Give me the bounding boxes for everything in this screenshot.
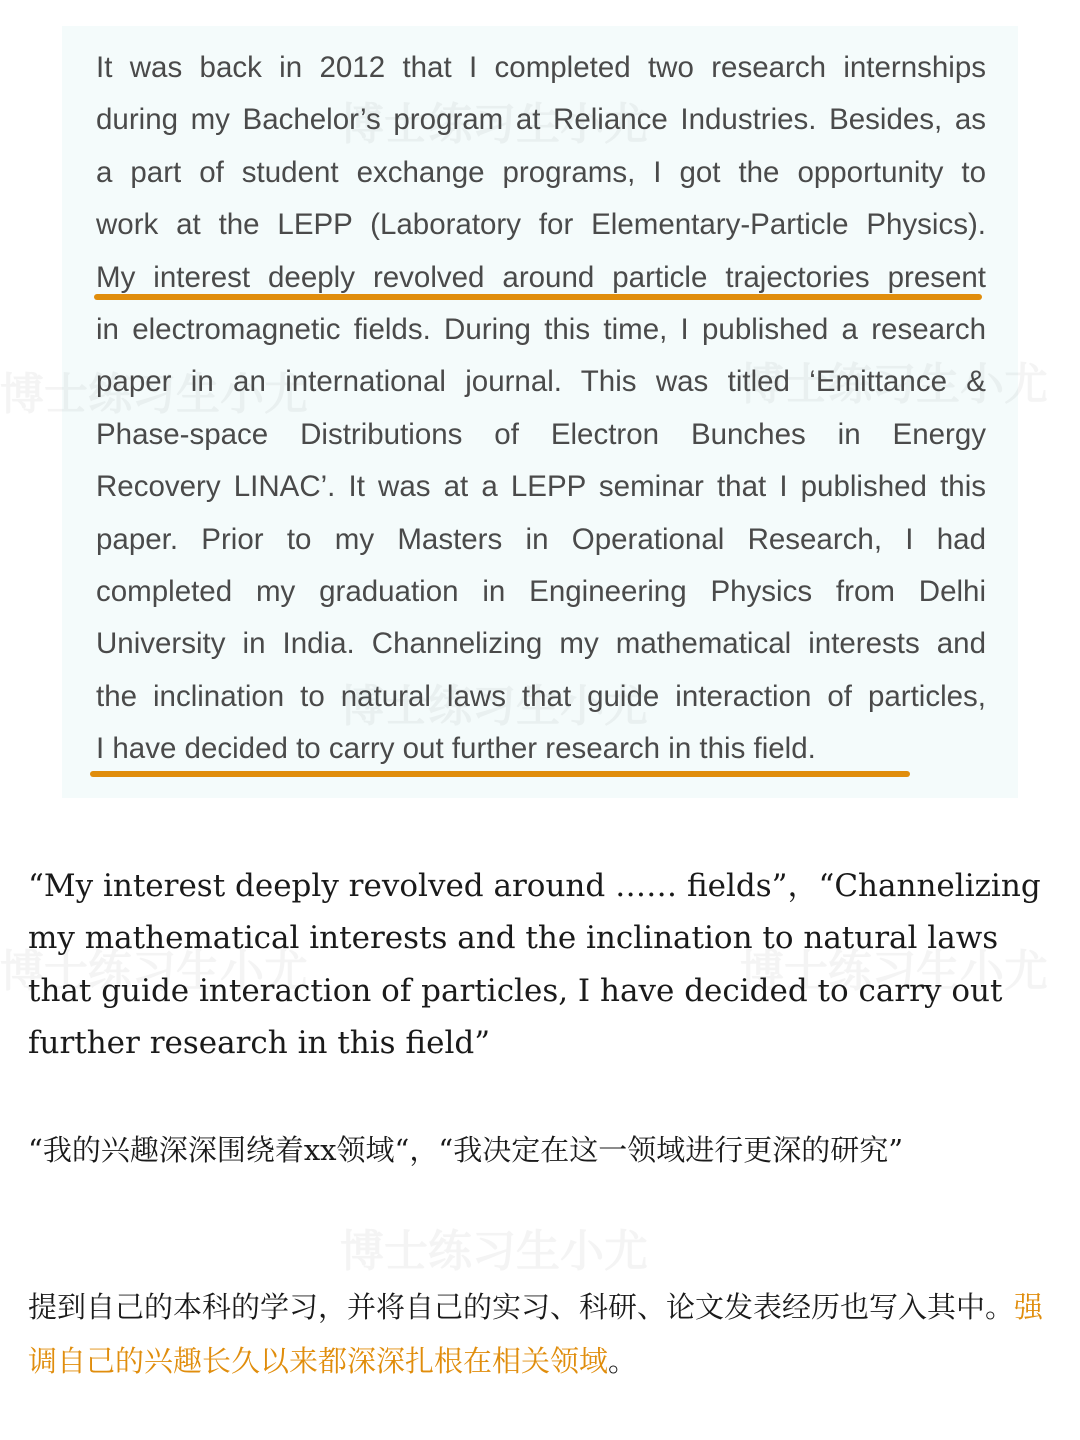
english-quotes: “My interest deeply revolved around …… fields”，“Channelizing my mathematical interests and the inclination to natural laws that guide interaction of particles, I have decided to carry out further research in this field” [28,868,1041,1062]
excerpt-line: completed my graduation in Engineering Physics from Delhi [96,575,986,609]
excerpt-line: I have decided to carry out further research in this field. [96,732,816,766]
summary-text: 提到自己的本科的学习，并将自己的实习、科研、论文发表经历也写入其中。 [28,1290,1015,1324]
excerpt-line: paper. Prior to my Masters in Operational Research, I had [96,522,986,556]
summary-end: 。 [608,1344,638,1378]
excerpt-line: My interest deeply revolved around particle trajectories present [96,260,986,294]
excerpt-line: work at the LEPP (Laboratory for Elementary-Particle Physics). [96,208,986,242]
watermark [340,1215,648,1279]
excerpt-line: during my Bachelor’s program at Reliance Industries. Besides, as [96,103,986,137]
summary-highlight: 强调自己的兴趣长久以来都深深扎根在相关领域 [28,1290,1044,1378]
chinese-quotes: “我的兴趣深深围绕着xx领域“，“我决定在这一领域进行更深的研究” [28,1133,904,1167]
excerpt-line: a part of student exchange programs, I got the opportunity to [96,155,986,189]
highlight-underline [94,294,982,300]
excerpt-line: University in India. Channelizing my mathematical interests and [96,627,986,661]
summary-paragraph [28,1280,1058,1388]
excerpt-line: It was back in 2012 that I completed two research internships [96,51,986,84]
excerpt-line: the inclination to natural laws that guide interaction of particles, [96,679,986,713]
excerpt-line: Recovery LINAC’. It was at a LEPP seminar that I published this [96,470,986,504]
highlight-underline [90,771,910,777]
excerpt-paragraph [96,42,986,776]
excerpt-line: paper in an international journal. This was titled ‘Emittance & [96,365,986,399]
excerpt-line: Phase-space Distributions of Electron Bunches in Energy [96,417,986,451]
excerpt-line: in electromagnetic fields. During this time, I published a research [96,313,986,347]
